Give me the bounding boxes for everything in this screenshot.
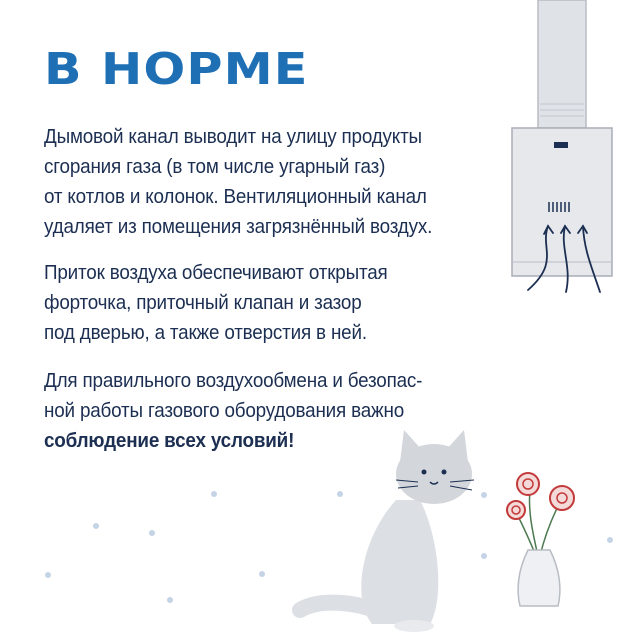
paragraph-air-inflow xyxy=(44,258,476,348)
paragraph-line: от котлов и колонок. Вентиляционный канал xyxy=(44,185,427,208)
emphasis-text: соблюдение всех условий! xyxy=(44,429,295,452)
paragraph-conditions xyxy=(44,366,476,456)
flower-vase-illustration xyxy=(507,473,574,606)
paragraph-line: удаляет из помещения загрязнённый воздух. xyxy=(44,215,433,238)
paragraph-line: Для правильного воздухообмена и безопас- xyxy=(44,369,423,392)
paragraph-chimney xyxy=(44,122,476,242)
cat-illustration xyxy=(300,430,474,632)
paragraph-line: Дымовой канал выводит на улицу продукты xyxy=(44,125,422,148)
chimney-pipe-icon xyxy=(538,0,586,128)
paragraph-line: Приток воздуха обеспечивают открытая xyxy=(44,261,388,284)
page-title: В НОРМЕ xyxy=(44,44,309,95)
paragraph-line: ной работы газового оборудования важно xyxy=(44,399,405,422)
paragraph-line: форточка, приточный клапан и зазор xyxy=(44,291,362,314)
paragraph-line: под дверью, а также отверстия в ней. xyxy=(44,321,367,344)
boiler-icon xyxy=(512,128,612,276)
paragraph-line: сгорания газа (в том числе угарный газ) xyxy=(44,155,386,178)
